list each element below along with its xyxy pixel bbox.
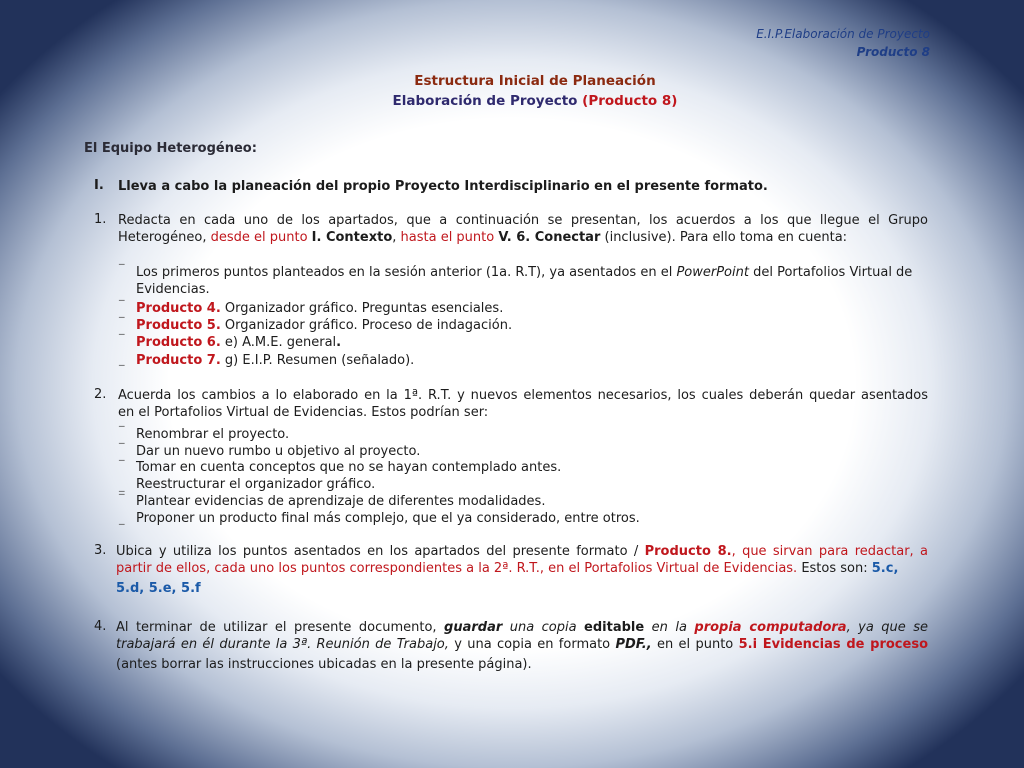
item1-bullet5 xyxy=(136,352,414,369)
item1-line2-g: (inclusive). Para ello toma en cuenta: xyxy=(600,230,848,245)
item1-bullet4-red: Producto 6. xyxy=(136,335,221,350)
item1-bullet1-a: Los primeros puntos planteados en la sesión anterior (1a. R.T), ya asentados en el xyxy=(136,265,677,280)
item3-line3: 5.d, 5.e, 5.f xyxy=(116,581,201,596)
header-project-label: E.I.P.Elaboración de Proyecto xyxy=(756,27,930,41)
bullet-dash-icon: ‾ xyxy=(119,492,125,505)
header-product-label: Producto 8 xyxy=(856,45,930,59)
item1-line2-e: hasta el punto xyxy=(400,230,499,245)
item2-line1: Acuerda los cambios a lo elaborado en la 1ª. R.T. y nuevos elementos necesarios, los cuales deberán quedar asentados xyxy=(118,388,928,403)
item1-line2-b: desde el punto xyxy=(210,230,312,245)
bullet-dash-icon: _ xyxy=(119,479,125,492)
item1-bullet4 xyxy=(136,334,341,351)
item1-bullet3 xyxy=(136,317,512,334)
item4-marker: 4. xyxy=(94,619,107,634)
item3-line2-a: partir de ellos, cada uno los puntos correspondientes a la 2ª. R.T., en el Portafolios Virtual de Evidencias. xyxy=(116,561,798,576)
item3-line1-c: , que sirvan para redactar, a xyxy=(731,544,928,559)
item2-bullet: Plantear evidencias de aprendizaje de diferentes modalidades. xyxy=(136,494,546,509)
item1-line2-a: Heterogéneo, xyxy=(118,230,211,245)
bullet-dash-icon: ‾ xyxy=(119,298,125,311)
item3-marker: 3. xyxy=(94,543,107,558)
item1-bullet1-cont: Evidencias. xyxy=(136,282,210,297)
item3-line1-b: Producto 8. xyxy=(644,544,732,559)
item1-bullet4-end: . xyxy=(336,335,342,350)
item1-bullet4-rest: e) A.M.E. general xyxy=(220,335,337,350)
item4-line1-c: una copia xyxy=(502,620,585,635)
bullet-dash-icon: ‾ xyxy=(119,424,125,437)
item1-bullet2-rest: Organizador gráfico. Preguntas esenciales. xyxy=(220,301,504,316)
page-title: Estructura Inicial de Planeación xyxy=(414,73,656,89)
item1-bullet1 xyxy=(136,264,912,281)
item4-line2 xyxy=(116,636,928,653)
bullet-dash-icon: ‾ xyxy=(119,441,125,454)
item2-bullet: Proponer un producto final más complejo, que el ya considerado, entre otros. xyxy=(136,511,640,526)
item4-line2-e: 5.i Evidencias de proceso xyxy=(738,637,928,652)
item4-line1-e: en la xyxy=(644,620,695,635)
bullet-dash-icon: _ xyxy=(119,512,125,525)
item4-line2-a: trabajará en él durante la 3ª. Reunión de Trabajo, xyxy=(116,637,449,652)
item4-line2-b: y una copia en formato xyxy=(448,637,616,652)
team-label: El Equipo Heterogéneo: xyxy=(84,141,257,156)
roman-marker: I. xyxy=(94,178,104,193)
item2-line2: en el Portafolios Virtual de Evidencias. Estos podrían ser: xyxy=(118,405,489,420)
item1-bullet3-rest: Organizador gráfico. Proceso de indagación. xyxy=(220,318,513,333)
item4-line1-f: propia computadora xyxy=(694,620,847,635)
item1-line2-d: , xyxy=(392,230,401,245)
item1-bullet5-red: Producto 7. xyxy=(136,353,221,368)
item2-bullet: Reestructurar el organizador gráfico. xyxy=(136,477,376,492)
item4-line1-g: , ya que se xyxy=(846,620,929,635)
bullet-dash-icon: ‾ xyxy=(119,315,125,328)
item1-bullet1-c: del Portafolios Virtual de xyxy=(748,265,913,280)
item3-line2-b: Estos son: xyxy=(797,561,872,576)
item1-line2-c: I. Contexto xyxy=(311,230,393,245)
roman-item-text: Lleva a cabo la planeación del propio Proyecto Interdisciplinario en el presente formato. xyxy=(118,179,768,194)
bullet-dash-icon: ‾ xyxy=(119,262,125,275)
subtitle-product: (Producto 8) xyxy=(582,93,678,109)
item1-bullet5-rest: g) E.I.P. Resumen (señalado). xyxy=(220,353,415,368)
item4-line1 xyxy=(116,619,928,636)
bullet-dash-icon: _ xyxy=(119,353,125,366)
item2-bullet: Dar un nuevo rumbo u objetivo al proyecto. xyxy=(136,444,421,459)
item4-line1-d: editable xyxy=(584,620,645,635)
item3-line1 xyxy=(116,543,928,560)
item1-bullet2-red: Producto 4. xyxy=(136,301,221,316)
item2-bullet: Renombrar el proyecto. xyxy=(136,427,290,442)
bullet-dash-icon: ‾ xyxy=(119,458,125,471)
item1-bullet3-red: Producto 5. xyxy=(136,318,221,333)
item1-line1: Redacta en cada uno de los apartados, que a continuación se presentan, los acuerdos a los que llegue el Grupo xyxy=(118,213,928,228)
item4-line2-c: PDF., xyxy=(615,637,652,652)
item3-line2 xyxy=(116,560,898,577)
item2-marker: 2. xyxy=(94,387,107,402)
page-subtitle xyxy=(0,93,1024,109)
item4-line1-a: Al terminar de utilizar el presente documento, xyxy=(116,620,445,635)
item4-line2-d: en el punto xyxy=(651,637,739,652)
subtitle-main: Elaboración de Proyecto xyxy=(392,93,578,109)
item2-bullet: Tomar en cuenta conceptos que no se hayan contemplado antes. xyxy=(136,460,562,475)
item4-line3: (antes borrar las instrucciones ubicadas en la presente página). xyxy=(116,657,532,672)
item1-line2 xyxy=(118,229,847,246)
item1-bullet1-b: PowerPoint xyxy=(676,265,749,280)
item3-line2-c: 5.c, xyxy=(871,561,899,576)
bullet-dash-icon: ‾ xyxy=(119,332,125,345)
item1-bullet2 xyxy=(136,300,503,317)
item1-line2-f: V. 6. Conectar xyxy=(498,230,601,245)
item4-line1-b: guardar xyxy=(444,620,503,635)
item3-line1-a: Ubica y utiliza los puntos asentados en los apartados del presente formato / xyxy=(116,544,645,559)
item1-marker: 1. xyxy=(94,212,107,227)
